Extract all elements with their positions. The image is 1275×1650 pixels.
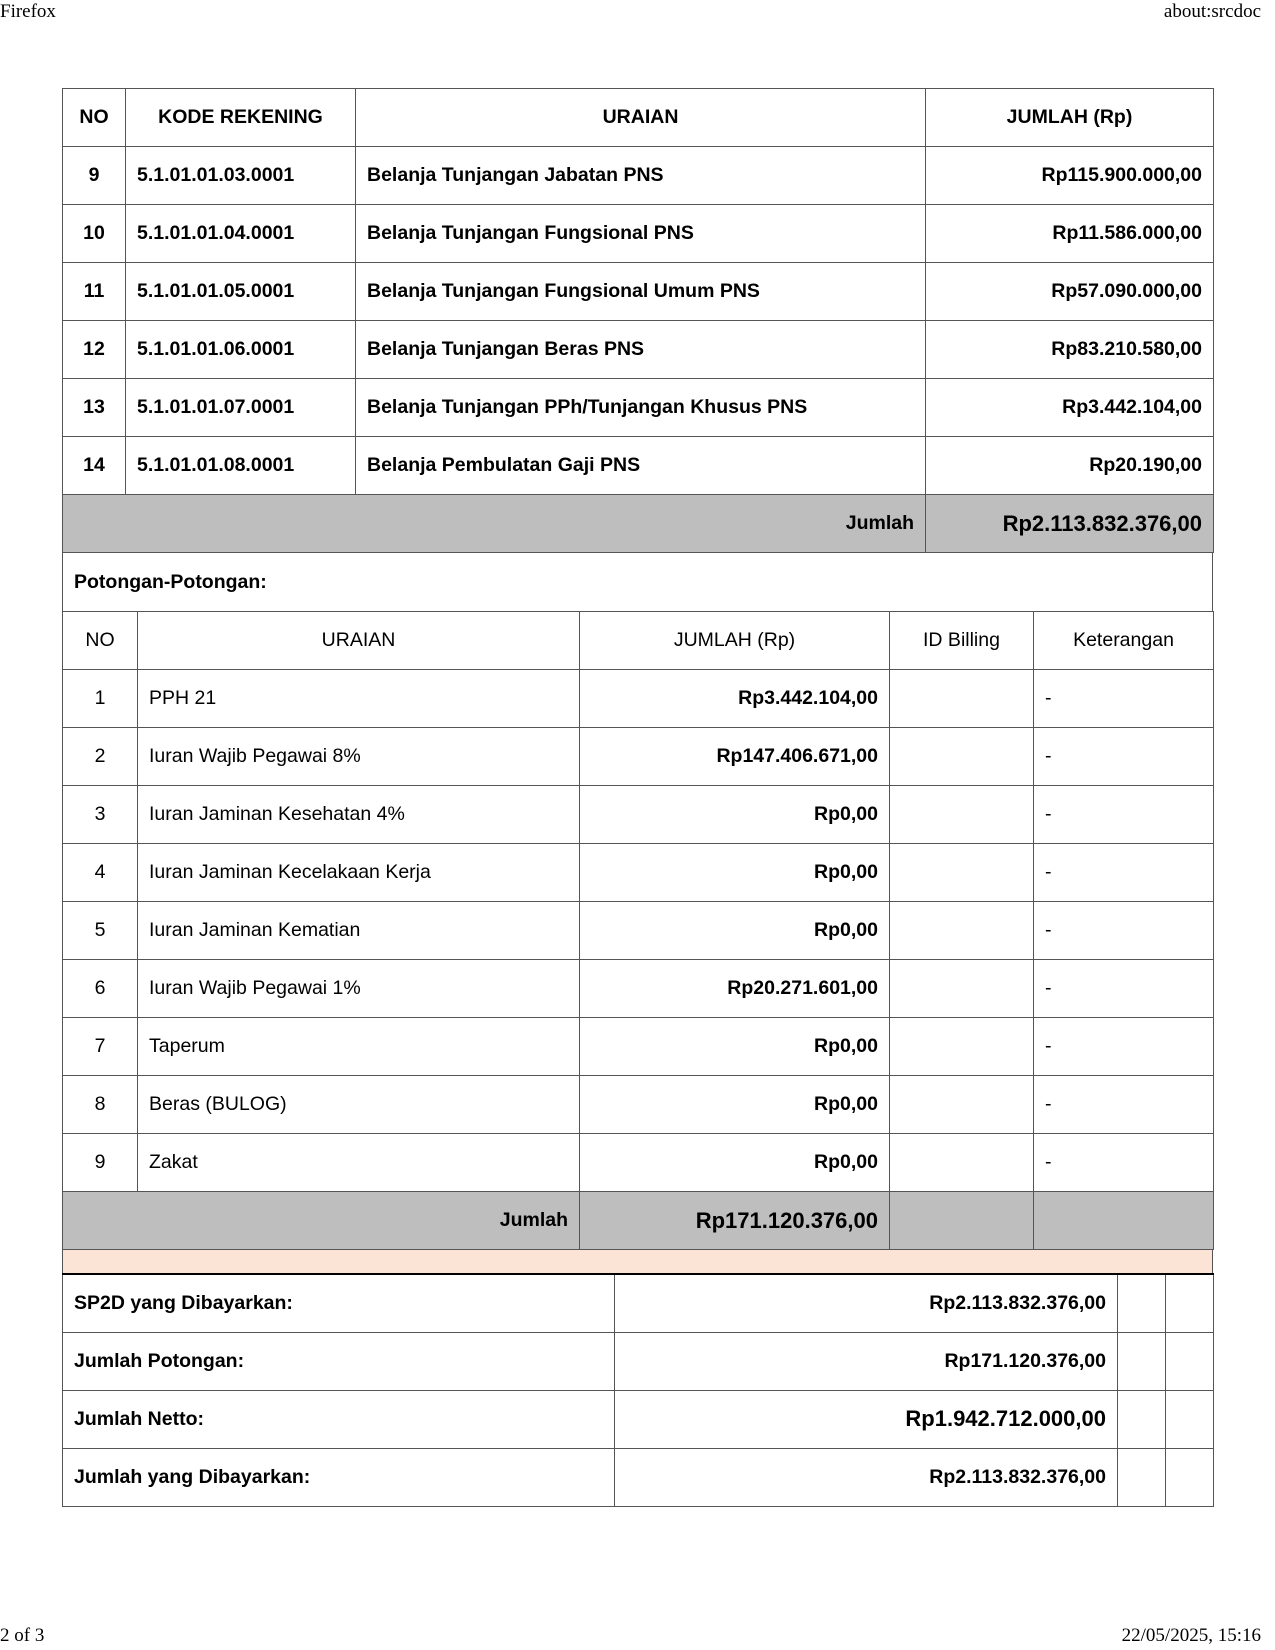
pot-id-billing (890, 902, 1034, 960)
summary-empty-cell (1166, 1332, 1214, 1390)
pot-header-no: NO (63, 612, 138, 670)
row-uraian: Belanja Tunjangan Fungsional PNS (356, 205, 926, 263)
rekening-total-value: Rp2.113.832.376,00 (926, 495, 1214, 553)
pot-jumlah: Rp0,00 (580, 1076, 890, 1134)
row-jumlah: Rp57.090.000,00 (926, 263, 1214, 321)
pot-no: 4 (63, 844, 138, 902)
table-row (63, 728, 1214, 786)
pot-keterangan: - (1034, 1018, 1214, 1076)
potongan-total-value: Rp171.120.376,00 (580, 1192, 890, 1250)
pot-id-billing (890, 1134, 1034, 1192)
row-jumlah: Rp11.586.000,00 (926, 205, 1214, 263)
summary-empty-cell (1118, 1274, 1166, 1332)
summary-empty-cell (1118, 1332, 1166, 1390)
table-row (63, 1018, 1214, 1076)
pot-no: 8 (63, 1076, 138, 1134)
pot-jumlah: Rp0,00 (580, 786, 890, 844)
pot-keterangan: - (1034, 902, 1214, 960)
table-row (63, 147, 1214, 205)
pot-header-keterangan: Keterangan (1034, 612, 1214, 670)
col-header-kode: KODE REKENING (126, 89, 356, 147)
document-body (62, 88, 1213, 1507)
row-kode: 5.1.01.01.04.0001 (126, 205, 356, 263)
pot-header-uraian: URAIAN (138, 612, 580, 670)
pot-id-billing (890, 1018, 1034, 1076)
row-jumlah: Rp115.900.000,00 (926, 147, 1214, 205)
pot-no: 3 (63, 786, 138, 844)
row-kode: 5.1.01.01.05.0001 (126, 263, 356, 321)
row-jumlah: Rp3.442.104,00 (926, 379, 1214, 437)
section-separator (62, 1250, 1213, 1273)
pot-keterangan: - (1034, 1134, 1214, 1192)
pot-jumlah: Rp0,00 (580, 1134, 890, 1192)
pot-uraian: Beras (BULOG) (138, 1076, 580, 1134)
pot-jumlah: Rp0,00 (580, 1018, 890, 1076)
pot-keterangan: - (1034, 844, 1214, 902)
pot-keterangan: - (1034, 960, 1214, 1018)
table-row (63, 786, 1214, 844)
pot-no: 7 (63, 1018, 138, 1076)
pot-header-id-billing: ID Billing (890, 612, 1034, 670)
row-no: 13 (63, 379, 126, 437)
row-kode: 5.1.01.01.07.0001 (126, 379, 356, 437)
pot-jumlah: Rp3.442.104,00 (580, 670, 890, 728)
pot-uraian: Iuran Wajib Pegawai 1% (138, 960, 580, 1018)
jumlah-potongan-label: Jumlah Potongan: (63, 1332, 615, 1390)
row-uraian: Belanja Pembulatan Gaji PNS (356, 437, 926, 495)
pot-jumlah: Rp147.406.671,00 (580, 728, 890, 786)
jumlah-potongan-value: Rp171.120.376,00 (615, 1332, 1118, 1390)
table-row (63, 902, 1214, 960)
summary-row-sp2d (63, 1274, 1214, 1332)
col-header-jumlah: JUMLAH (Rp) (926, 89, 1214, 147)
sp2d-label: SP2D yang Dibayarkan: (63, 1274, 615, 1332)
table-row (63, 379, 1214, 437)
table-row (63, 844, 1214, 902)
row-uraian: Belanja Tunjangan Jabatan PNS (356, 147, 926, 205)
pot-id-billing (890, 786, 1034, 844)
pot-uraian: PPH 21 (138, 670, 580, 728)
rekening-total-label: Jumlah (63, 495, 926, 553)
pot-header-jumlah: JUMLAH (Rp) (580, 612, 890, 670)
table-row (63, 960, 1214, 1018)
rekening-table (62, 88, 1214, 553)
pot-no: 9 (63, 1134, 138, 1192)
row-jumlah: Rp20.190,00 (926, 437, 1214, 495)
jumlah-dibayarkan-value: Rp2.113.832.376,00 (615, 1448, 1118, 1506)
print-datetime: 22/05/2025, 15:16 (1121, 1625, 1261, 1646)
pot-uraian: Iuran Jaminan Kecelakaan Kerja (138, 844, 580, 902)
potongan-total-id-billing (890, 1192, 1034, 1250)
pot-jumlah: Rp0,00 (580, 902, 890, 960)
table-row (63, 1134, 1214, 1192)
page-url: about:srcdoc (1163, 1, 1261, 22)
row-kode: 5.1.01.01.03.0001 (126, 147, 356, 205)
pot-no: 1 (63, 670, 138, 728)
table-row (63, 437, 1214, 495)
summary-row-dibayarkan (63, 1448, 1214, 1506)
pot-uraian: Iuran Wajib Pegawai 8% (138, 728, 580, 786)
summary-empty-cell (1166, 1274, 1214, 1332)
pot-keterangan: - (1034, 1076, 1214, 1134)
potongan-total-label: Jumlah (63, 1192, 580, 1250)
summary-row-netto (63, 1390, 1214, 1448)
potongan-total-keterangan (1034, 1192, 1214, 1250)
rekening-total-row (63, 495, 1214, 553)
table-row (63, 263, 1214, 321)
summary-table (62, 1273, 1214, 1507)
jumlah-netto-value: Rp1.942.712.000,00 (615, 1390, 1118, 1448)
potongan-title: Potongan-Potongan: (62, 553, 1213, 611)
pot-id-billing (890, 844, 1034, 902)
summary-empty-cell (1166, 1390, 1214, 1448)
rekening-header-row (63, 89, 1214, 147)
row-no: 9 (63, 147, 126, 205)
potongan-header-row (63, 612, 1214, 670)
pot-id-billing (890, 1076, 1034, 1134)
pot-id-billing (890, 728, 1034, 786)
browser-app-name: Firefox (0, 1, 56, 22)
row-uraian: Belanja Tunjangan PPh/Tunjangan Khusus PNS (356, 379, 926, 437)
row-kode: 5.1.01.01.06.0001 (126, 321, 356, 379)
pot-jumlah: Rp20.271.601,00 (580, 960, 890, 1018)
jumlah-dibayarkan-label: Jumlah yang Dibayarkan: (63, 1448, 615, 1506)
pot-jumlah: Rp0,00 (580, 844, 890, 902)
row-no: 12 (63, 321, 126, 379)
pot-id-billing (890, 960, 1034, 1018)
table-row (63, 670, 1214, 728)
row-no: 11 (63, 263, 126, 321)
row-jumlah: Rp83.210.580,00 (926, 321, 1214, 379)
row-uraian: Belanja Tunjangan Fungsional Umum PNS (356, 263, 926, 321)
potongan-table (62, 611, 1214, 1250)
col-header-uraian: URAIAN (356, 89, 926, 147)
pot-uraian: Taperum (138, 1018, 580, 1076)
table-row (63, 1076, 1214, 1134)
pot-uraian: Zakat (138, 1134, 580, 1192)
summary-row-potongan (63, 1332, 1214, 1390)
col-header-no: NO (63, 89, 126, 147)
row-no: 10 (63, 205, 126, 263)
summary-empty-cell (1166, 1448, 1214, 1506)
pot-uraian: Iuran Jaminan Kesehatan 4% (138, 786, 580, 844)
page-counter: 2 of 3 (0, 1625, 45, 1646)
pot-no: 5 (63, 902, 138, 960)
potongan-total-row (63, 1192, 1214, 1250)
pot-id-billing (890, 670, 1034, 728)
pot-no: 2 (63, 728, 138, 786)
row-uraian: Belanja Tunjangan Beras PNS (356, 321, 926, 379)
table-row (63, 205, 1214, 263)
row-kode: 5.1.01.01.08.0001 (126, 437, 356, 495)
row-no: 14 (63, 437, 126, 495)
sp2d-value: Rp2.113.832.376,00 (615, 1274, 1118, 1332)
summary-empty-cell (1118, 1390, 1166, 1448)
pot-uraian: Iuran Jaminan Kematian (138, 902, 580, 960)
pot-keterangan: - (1034, 786, 1214, 844)
summary-empty-cell (1118, 1448, 1166, 1506)
table-row (63, 321, 1214, 379)
jumlah-netto-label: Jumlah Netto: (63, 1390, 615, 1448)
pot-keterangan: - (1034, 670, 1214, 728)
pot-keterangan: - (1034, 728, 1214, 786)
pot-no: 6 (63, 960, 138, 1018)
